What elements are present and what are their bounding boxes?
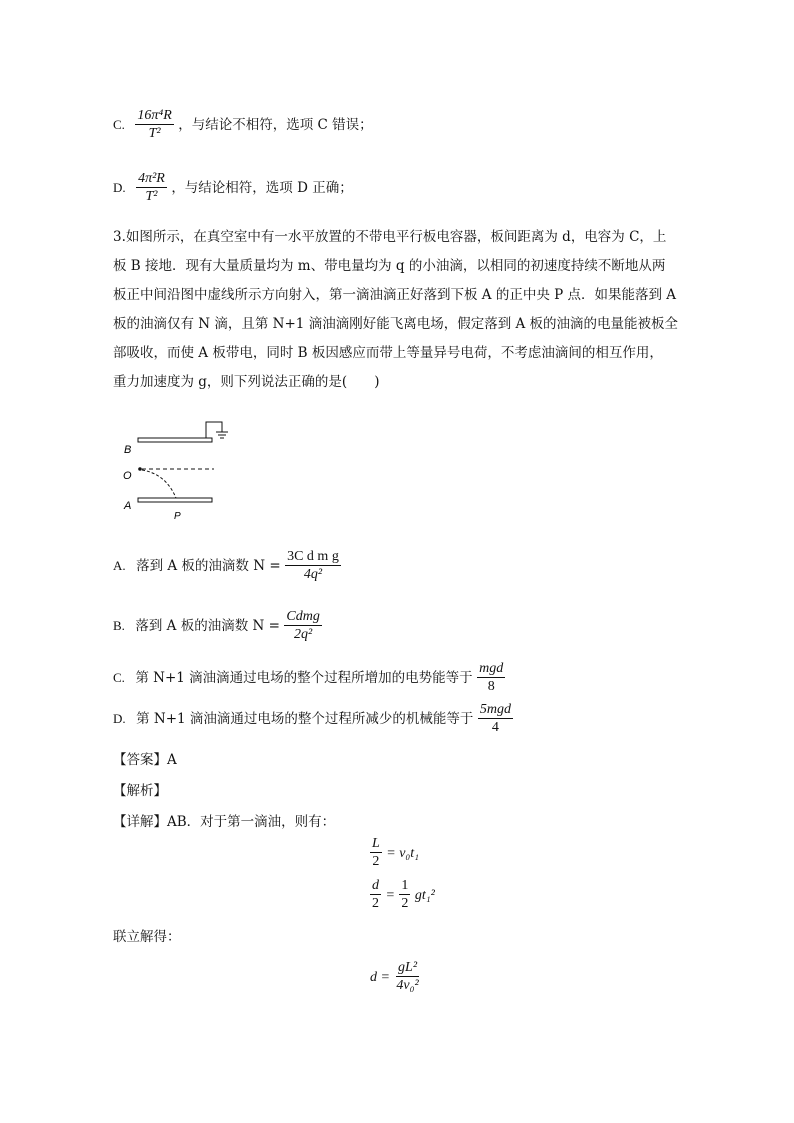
prev-option-c: C. $\frac{\text{16π⁴R}}{\text{T²}}$ ，与结论不相符，选项 C 错误； (113, 108, 373, 142)
label-o: O (123, 470, 132, 482)
fraction: $\frac{\text{mgd}}{8}$ (479, 661, 504, 695)
option-letter: A. (113, 557, 126, 573)
stem-line: 板 B 接地．现有大量质量均为 m、带电量均为 q 的小油滴，以相同的初速度持续不断地从两 (113, 258, 666, 274)
equation-2: $\frac{d}{2}$ = $\frac{1}{2}$ gt₁² (372, 878, 435, 912)
plate-b (138, 438, 212, 442)
detail-line (113, 810, 335, 830)
plate-a (138, 498, 212, 502)
answer-tag: 【答案】 (113, 752, 167, 768)
stem-line: 板的油滴仅有 N 滴，且第 N+1 滴油滴刚好能飞离电场，假定落到 A 板的油滴的电量能被板全 (113, 316, 679, 332)
label-a: A (124, 500, 132, 512)
combine-text: 联立解得： (113, 929, 181, 945)
option-letter: C. (113, 116, 125, 132)
option-letter: B. (113, 617, 125, 633)
stem-line: 3.如图所示，在真空室中有一水平放置的不带电平行板电容器，板间距离为 d，电容为 C，上 (113, 229, 667, 245)
option-letter: D. (113, 179, 126, 195)
fraction: $\frac{\text{Cdmg}}{\text{2q²}}$ (286, 609, 320, 643)
stem-line: 重力加速度为 g，则下列说法正确的是( ) (113, 374, 380, 390)
fraction: $\frac{L}{2}$ (372, 836, 380, 870)
label-b: B (124, 444, 132, 456)
option-c: C. 第 N+1 滴油滴通过电场的整个过程所增加的电势能等于 $\frac{\text{mgd}}{8}$ (113, 661, 504, 695)
detail-text: AB．对于第一滴油，则有： (167, 814, 336, 830)
detail-tag: 【详解】 (113, 814, 167, 830)
answer-value: A (167, 752, 177, 768)
ground-wire (206, 422, 222, 438)
equation-3: d = $\frac{\text{gL²}}{\text{4v₀²}}$ (370, 960, 419, 994)
prev-option-d: D. $\frac{\text{4π²R}}{\text{T²}}$ ，与结论相符，选项 D 正确； (113, 171, 353, 205)
answer-line (113, 748, 177, 768)
fraction: $\frac{\text{5mgd}}{4}$ (479, 702, 511, 736)
fraction: $\frac{\text{3C d m g}}{\text{4q²}}$ (287, 549, 339, 583)
option-d: D. 第 N+1 滴油滴通过电场的整个过程所减少的机械能等于 $\frac{\text{5mgd}}{4}$ (113, 702, 511, 736)
option-a: A. 落到 A 板的油滴数 N = $\frac{\text{3C d m g}}{\text{4q²}}$ (113, 549, 339, 583)
fraction: $\frac{\text{16π⁴R}}{\text{T²}}$ (137, 108, 172, 142)
droplet-trajectory (142, 470, 176, 498)
stem-line: 板正中间沿图中虚线所示方向射入，第一滴油滴正好落到下板 A 的正中央 P 点．如果能落到 A (113, 287, 677, 303)
analysis-tag: 【解析】 (113, 783, 167, 799)
fraction: $\frac{d}{2}$ (372, 878, 379, 912)
option-letter: C. (113, 669, 125, 685)
entry-point-o (138, 467, 142, 471)
equation-1: $\frac{L}{2}$ = v₀t₁ (372, 836, 420, 870)
fraction: $\frac{\text{gL²}}{\text{4v₀²}}$ (396, 960, 419, 994)
fraction: $\frac{\text{4π²R}}{\text{T²}}$ (138, 171, 165, 205)
question-3-stem (113, 223, 679, 397)
label-p: P (174, 511, 181, 522)
fraction: $\frac{1}{2}$ (401, 878, 409, 912)
option-b: B. 落到 A 板的油滴数 N = $\frac{\text{Cdmg}}{\text{2q²}}$ (113, 609, 320, 643)
capacitor-diagram (118, 418, 248, 528)
stem-line: 部吸收，而使 A 板带电，同时 B 板因感应而带上等量异号电荷，不考虑油滴间的相互作用， (113, 345, 663, 361)
option-letter: D. (113, 710, 126, 726)
